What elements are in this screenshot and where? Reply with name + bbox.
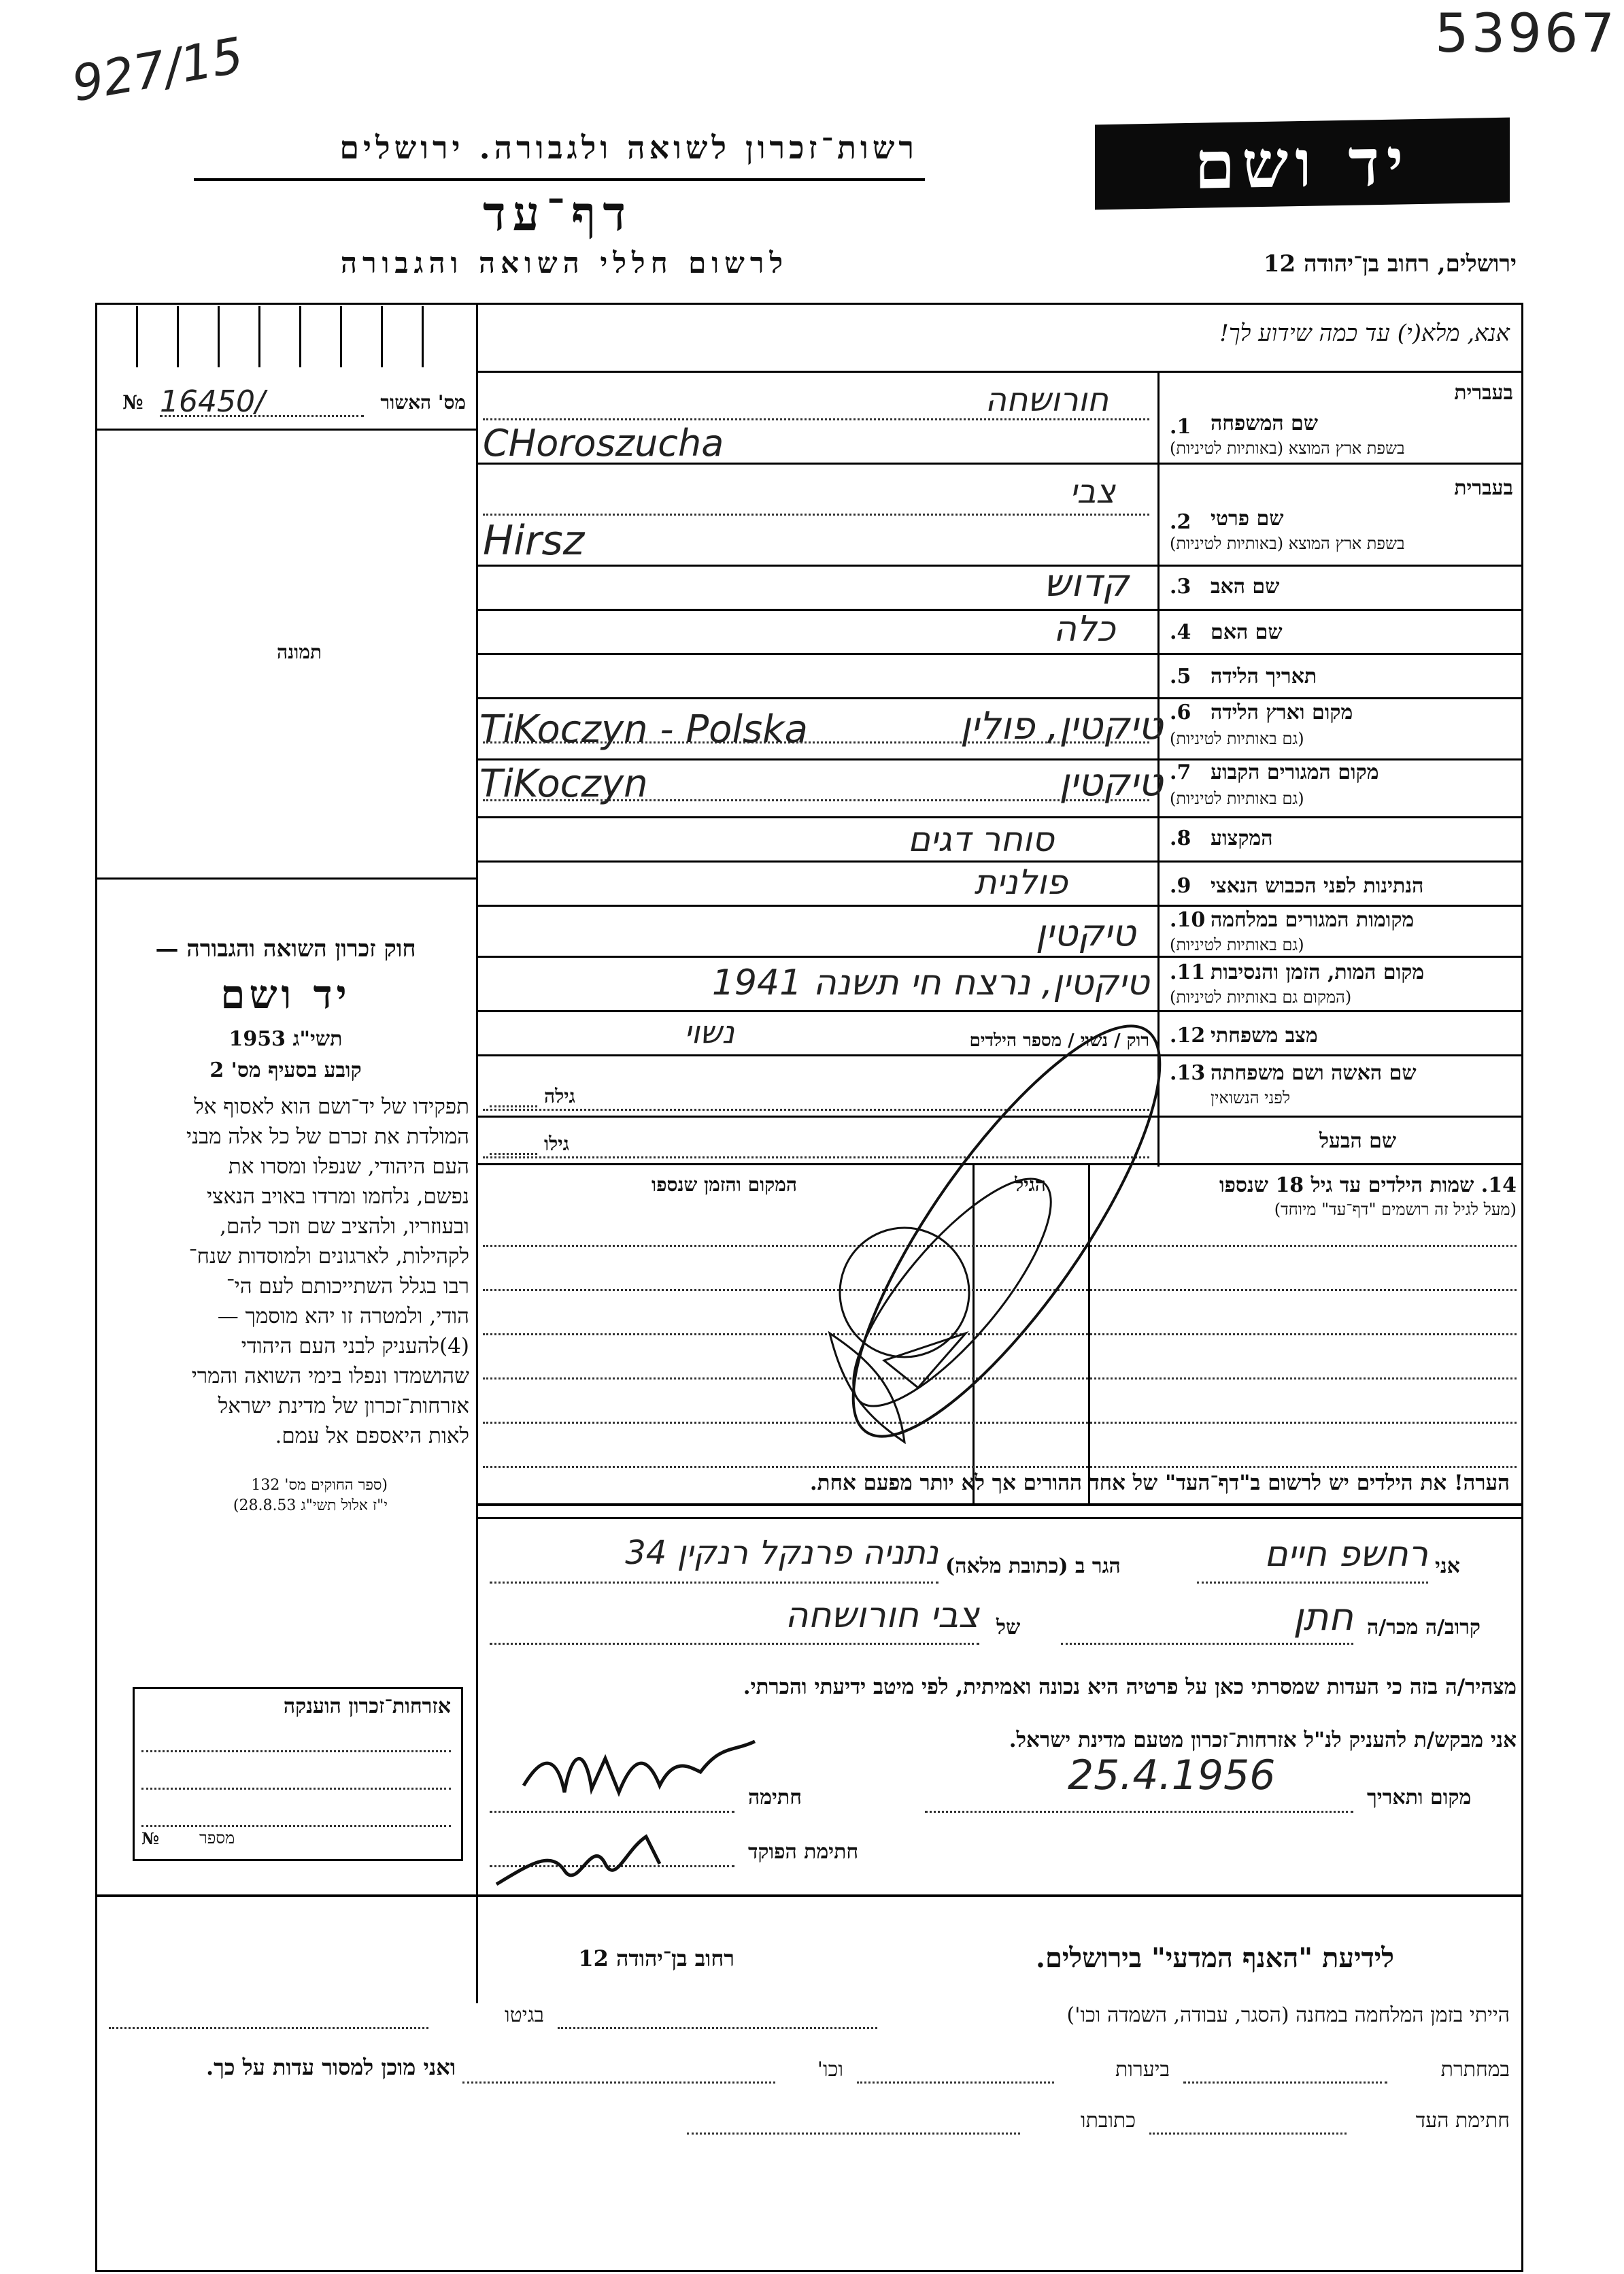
law-year: תשי"ג 1953 <box>229 1027 343 1051</box>
first-name-latin-value: Hirsz <box>483 517 585 565</box>
first-name-hebrew-value: צבי <box>1070 473 1115 511</box>
field-sub-label: (גם באותיות לטיניות) <box>1170 935 1304 954</box>
law-line: לקהילות, לארגונים ולמוסדות שנח־ <box>188 1244 469 1269</box>
field-number: 7. <box>1170 760 1191 784</box>
registration-label: מס' האשור <box>380 391 466 414</box>
field-number: 6. <box>1170 701 1191 724</box>
field-number: 4. <box>1170 620 1191 644</box>
page-subtitle: לרשום חללי השואה והגבורה <box>340 246 789 280</box>
field-sub-label: לפני הנשואין <box>1211 1088 1291 1107</box>
field-label: מקומות המגורים במלחמה <box>1211 908 1415 932</box>
bottom-line2-willing: ואני מוכן למסור עדות על כך. <box>205 2054 456 2080</box>
birth-place-hebrew-value: טיקטין, פולין <box>960 704 1163 748</box>
field-label: מצב משפחתי <box>1211 1024 1318 1048</box>
page-title: דף־עד <box>482 185 632 241</box>
field-sub-label: (המקום גם באותיות לטיניות) <box>1170 988 1352 1007</box>
witness-address-label: כתובתו <box>1080 2109 1136 2133</box>
witness-signature-label: חתימת העד <box>1415 2109 1510 2133</box>
registration-number-row <box>116 384 466 424</box>
field-number: 12. <box>1170 1024 1206 1048</box>
law-line: (4)להעניק לבני העם היהודי <box>241 1334 469 1358</box>
bottom-line2-forests: ביערות <box>1115 2058 1170 2081</box>
bottom-title: לידיעת "האנף המדעי" בירושלים. <box>1036 1942 1394 1974</box>
field-label: שם פרטי <box>1211 507 1284 531</box>
number-symbol: № <box>141 1828 160 1848</box>
law-line: רבו בגלל השתייכותם לעם הי־ <box>226 1274 469 1299</box>
husband-age-label: גילו <box>544 1133 569 1155</box>
occupation-value: סוחר דגים <box>907 820 1054 859</box>
field-number: 8. <box>1170 826 1191 850</box>
of-label: של <box>996 1616 1021 1639</box>
mother-name-value: כלה <box>1053 609 1115 650</box>
handwritten-file-note: 927/15 <box>67 26 248 113</box>
children-place-header: המקום והזמן שנספו <box>652 1173 797 1196</box>
bottom-address: רחוב בן־יהודה 12 <box>578 1945 734 1971</box>
registration-number-value: 16450/ <box>160 384 265 419</box>
field-label: מקום וארץ הלידה <box>1211 701 1353 724</box>
law-text <box>102 1092 469 1451</box>
date-value: 25.4.1956 <box>1068 1752 1276 1799</box>
please-fill-instruction: אנא, מלא(י) עד כמה שידוע לך! <box>1219 320 1510 347</box>
field-row-family-name <box>1170 381 1513 459</box>
relation-value: חתן <box>1293 1595 1353 1639</box>
bottom-line1-camp: הייתי בזמן המלחמה במחנה (הסגר, עבודה, השמדה וכו') <box>1066 2003 1510 2027</box>
law-title: חוק זכרון השואה והגבורה — <box>155 935 416 963</box>
field-number: 14. <box>1481 1173 1517 1197</box>
declaration-text: מצהיר/ה בזה כי העדות שמסרתי כאן על פרטיה היא נכונה ואמיתית, לפי מיטב ידיעתי והכרתי. <box>743 1675 1517 1699</box>
field-label: המקצוע <box>1211 826 1273 850</box>
place-date-label: מקום ותאריך <box>1367 1786 1472 1809</box>
wartime-residence-value: טיקטין <box>1035 912 1136 954</box>
yad-vashem-logo: יד ושם <box>1095 118 1510 210</box>
field-sub-label: בשפת ארץ המוצא (באותיות לטיניות) <box>1170 534 1405 553</box>
citizenship-request-text: אני מבקש/ת להעניק לנ"ל אזרחות־זכרון מטעם מדינת ישראל. <box>1009 1728 1517 1752</box>
marital-status-options: רוק / נשוי / מספר הילדים <box>969 1031 1149 1051</box>
field-number: 1. <box>1170 415 1191 439</box>
relative-label: קרוב/ה מכר/ה <box>1367 1616 1481 1639</box>
declarant-signature <box>517 1731 762 1820</box>
field-label: שם האשה ושם משפחתה <box>1211 1061 1417 1085</box>
residence-hebrew-value: טיקטין <box>1059 760 1163 805</box>
declarant-name-value: רחשפ חיים <box>1264 1534 1428 1575</box>
field-label: שם האם <box>1211 620 1283 644</box>
handwritten-record-number: 53967 <box>1435 3 1618 65</box>
field-sub-label: בשפת ארץ המוצא (באותיות לטיניות) <box>1170 439 1405 458</box>
official-signature-label: חתימת הפוקד <box>748 1840 859 1864</box>
children-sub-label: (מעל לגיל זה רושמים "דף־עד" מיוחד) <box>1274 1200 1517 1219</box>
field-number: 3. <box>1170 575 1191 599</box>
father-name-value: קדוש <box>1043 561 1129 605</box>
bottom-line1-ghetto: בגיטו <box>504 2003 544 2027</box>
family-name-latin-value: CHoroszucha <box>483 422 724 465</box>
law-line: נפשם, נלחמו ומרדו באויב הנאצי <box>207 1184 469 1209</box>
official-signature <box>490 1823 694 1898</box>
marital-status-value: נשוי <box>684 1014 734 1050</box>
bottom-line2-etc: וכו' <box>817 2058 843 2081</box>
law-line: תפקידו של יד־ושם הוא לאסוף אל <box>194 1094 469 1119</box>
field-number: 2. <box>1170 510 1191 534</box>
hebrew-tag: בעברית <box>1454 381 1513 405</box>
children-age-header: הגיל <box>1015 1173 1046 1196</box>
wife-age-label: גילה <box>544 1085 575 1107</box>
law-name: יד ושם <box>220 971 351 1018</box>
law-clause: קובע בסעיף מס' 2 <box>209 1058 362 1082</box>
photo-label: תמונה <box>276 641 322 663</box>
citizenship-box <box>133 1687 463 1861</box>
header-address: ירושלים, רחוב בן־יהודה 12 <box>1263 250 1517 278</box>
field-sub-label: (גם באותיות לטיניות) <box>1170 789 1304 808</box>
field-label: מקום המגורים הקבוע <box>1211 760 1379 784</box>
law-line: העם היהודי, שנפלו ומסרו את <box>228 1154 469 1179</box>
law-line: לאות היאספם אל עמם. <box>275 1424 469 1448</box>
field-sub-label: (גם באותיות לטיניות) <box>1170 729 1304 748</box>
field-label: תאריך הלידה <box>1211 665 1317 688</box>
residence-latin-value: TiKoczyn <box>479 762 648 806</box>
scribble-cross-out <box>748 1007 1265 1483</box>
signature-label: חתימה <box>748 1786 802 1809</box>
law-ref-2: י"ז אלול תשי"ג 28.8.53) <box>233 1497 388 1514</box>
field-number: 11. <box>1170 960 1206 984</box>
law-line: שהושמדו ונפלו בימי השואה והמרי <box>191 1364 469 1388</box>
law-ref-1: (ספר החוקים מס' 132 <box>251 1477 388 1494</box>
bottom-line2-underground: במחתרת <box>1440 2058 1510 2081</box>
death-details-value: טיקטין, נרצח חי תשנה 1941 <box>711 963 1149 1003</box>
number-symbol: № <box>122 391 143 414</box>
field-label: שם המשפחה <box>1211 412 1319 435</box>
field-label: שם האב <box>1211 575 1280 599</box>
field-label: הנתינות לפני הכבוש הנאצי <box>1211 874 1424 898</box>
children-title: שמות הילדים עד גיל 18 שנספו <box>1219 1173 1474 1197</box>
field-label: מקום המות, הזמן והנסיבות <box>1211 960 1425 984</box>
declarant-i-label: אני <box>1435 1554 1460 1578</box>
field-label: שם הבעל <box>1319 1129 1397 1153</box>
deceased-relative-value: צבי חורושחה <box>785 1595 979 1636</box>
citizenship-number-label: מספר <box>199 1828 235 1847</box>
field-number: 10. <box>1170 908 1206 932</box>
birth-place-latin-value: TiKoczyn - Polska <box>479 707 808 752</box>
citizenship-box-title: אזרחות־זכרון הוענקה <box>283 1694 451 1718</box>
declarant-address-label: הגר ב (כתובת מלאה) <box>945 1554 1121 1578</box>
law-line: הודי, ולמטרה זו יהא מוסמך — <box>217 1304 469 1328</box>
law-line: ובעוזריו, ולהציב שם וזכר להם, <box>220 1214 469 1239</box>
field-number: 5. <box>1170 665 1191 688</box>
nationality-value: פולנית <box>974 863 1068 902</box>
hebrew-tag: בעברית <box>1454 476 1513 500</box>
declarant-address-value: נתניה פרנקל רנקין 34 <box>625 1534 938 1572</box>
law-line: אזרחות־זכרון של מדינת ישראל <box>218 1394 469 1418</box>
family-name-hebrew-value: חורושחה <box>985 381 1109 419</box>
field-number: 9. <box>1170 874 1191 898</box>
law-line: המולדת את זכרם של כל אלה מבני <box>186 1124 469 1149</box>
field-number: 13. <box>1170 1061 1206 1085</box>
children-note: הערה! את הילדים יש לרשום ב"דף־העד" של אחד ההורים אך לא יותר מפעם אחת. <box>809 1471 1510 1495</box>
field-row-first-name <box>1170 476 1513 561</box>
org-line: רשות־זכרון לשואה ולגבורה. ירושלים <box>339 129 918 166</box>
